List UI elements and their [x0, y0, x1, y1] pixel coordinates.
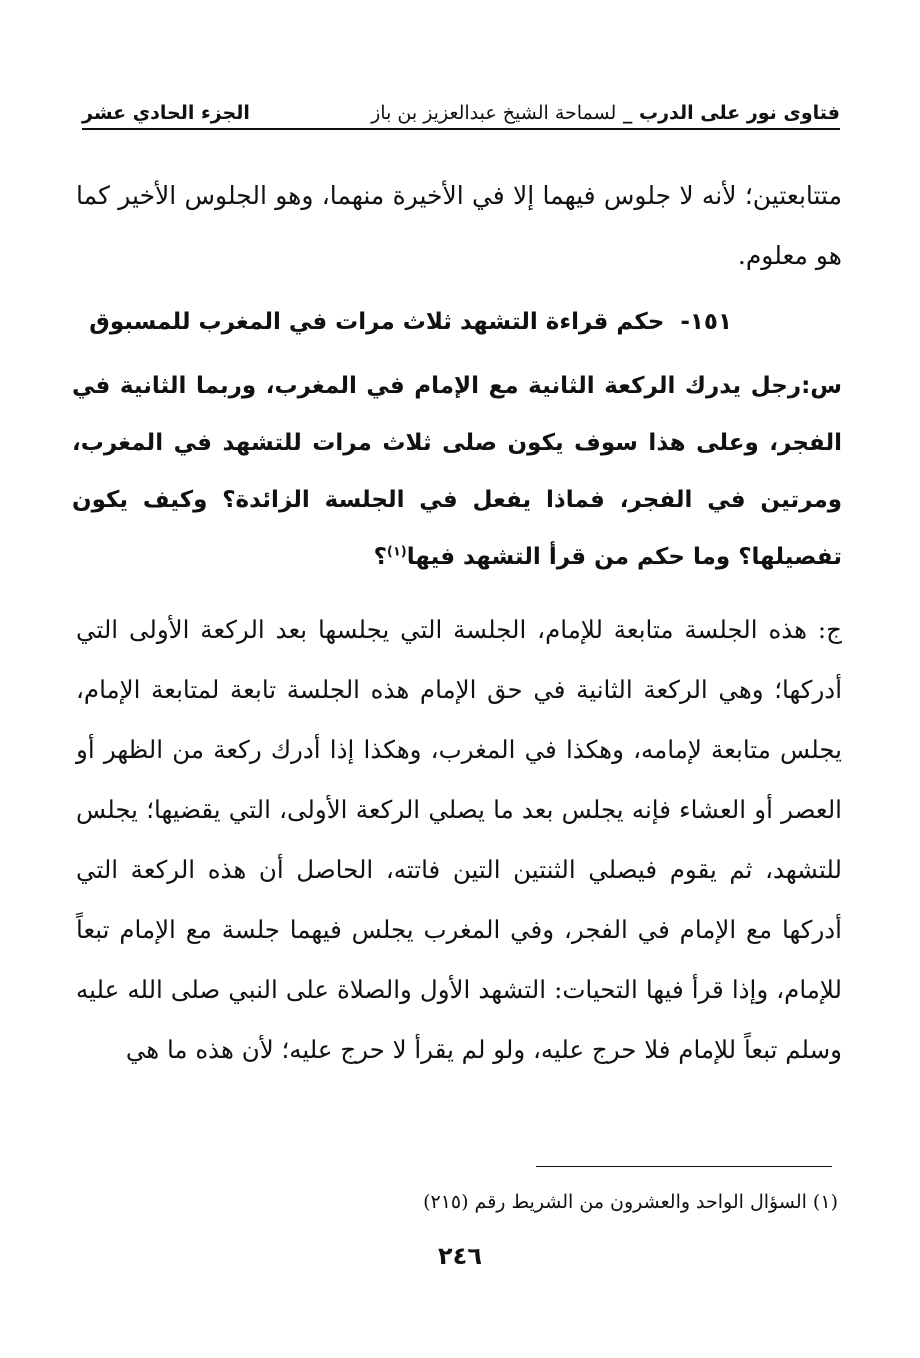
question-label: س:: [801, 373, 842, 399]
header-author: لسماحة الشيخ عبدالعزيز بن باز: [371, 102, 617, 124]
footnote: (١) السؤال الواحد والعشرون من الشريط رقم (٢١٥): [423, 1191, 838, 1213]
header-volume: الجزء الحادي عشر: [82, 102, 250, 124]
answer-paragraph: [76, 600, 842, 1080]
section-number: ١٥١-: [680, 309, 732, 335]
book-title: فتاوى نور على الدرب _: [616, 102, 840, 124]
running-header: [82, 96, 840, 130]
footnote-reference: (١): [386, 544, 407, 560]
question-paragraph: [72, 358, 842, 586]
question-end-mark: ؟: [373, 544, 387, 570]
footnote-divider: [536, 1166, 832, 1167]
intro-paragraph: متتابعتين؛ لأنه لا جلوس فيهما إلا في الأخيرة منهما، وهو الجلوس الأخير كما هو معلوم.: [76, 181, 842, 270]
answer-text: هذه الجلسة متابعة للإمام، الجلسة التي يجلسها بعد الركعة الأولى التي أدركها؛ وهي الركعة الثانية في حق الإمام هذه الجلسة تابعة لمتابعة الإمام، يجلس متابعة لإمامه، وهكذا في المغرب، وهكذا إذا أدرك ركعة من الظهر أو العصر أو العشاء فإنه يجلس بعد ما يصلي الركعة الأولى، التي يقضيها؛ يجلس للتشهد، ثم يقوم فيصلي الثنتين التين فاتته، الحاصل أن هذه الركعة التي أدركها مع الإمام في الفجر، وفي المغرب يجلس فيهما جلسة مع الإمام تبعاً للإمام، وإذا قرأ فيها التحيات: التشهد الأول والصلاة على النبي صلى الله عليه وسلم تبعاً للإمام فلا حرج عليه، ولو لم يقرأ لا حرج عليه؛ لأن هذه ما هي: [76, 615, 842, 1064]
answer-label: ج:: [807, 615, 842, 644]
section-title: حكم قراءة التشهد ثلاث مرات في المغرب للمسبوق: [89, 309, 665, 335]
question-text: رجل يدرك الركعة الثانية مع الإمام في المغرب، وربما الثانية في الفجر، وعلى هذا سوف يكون صلى ثلاث مرات للتشهد في المغرب، ومرتين في الفجر، فماذا يفعل في الجلسة الزائدة؟ وكيف يكون تفصيلها؟ وما حكم من قرأ التشهد فيها: [72, 373, 842, 570]
page-number: ٢٤٦: [438, 1242, 482, 1270]
section-heading: [89, 300, 732, 344]
header-book-title: [371, 102, 840, 124]
